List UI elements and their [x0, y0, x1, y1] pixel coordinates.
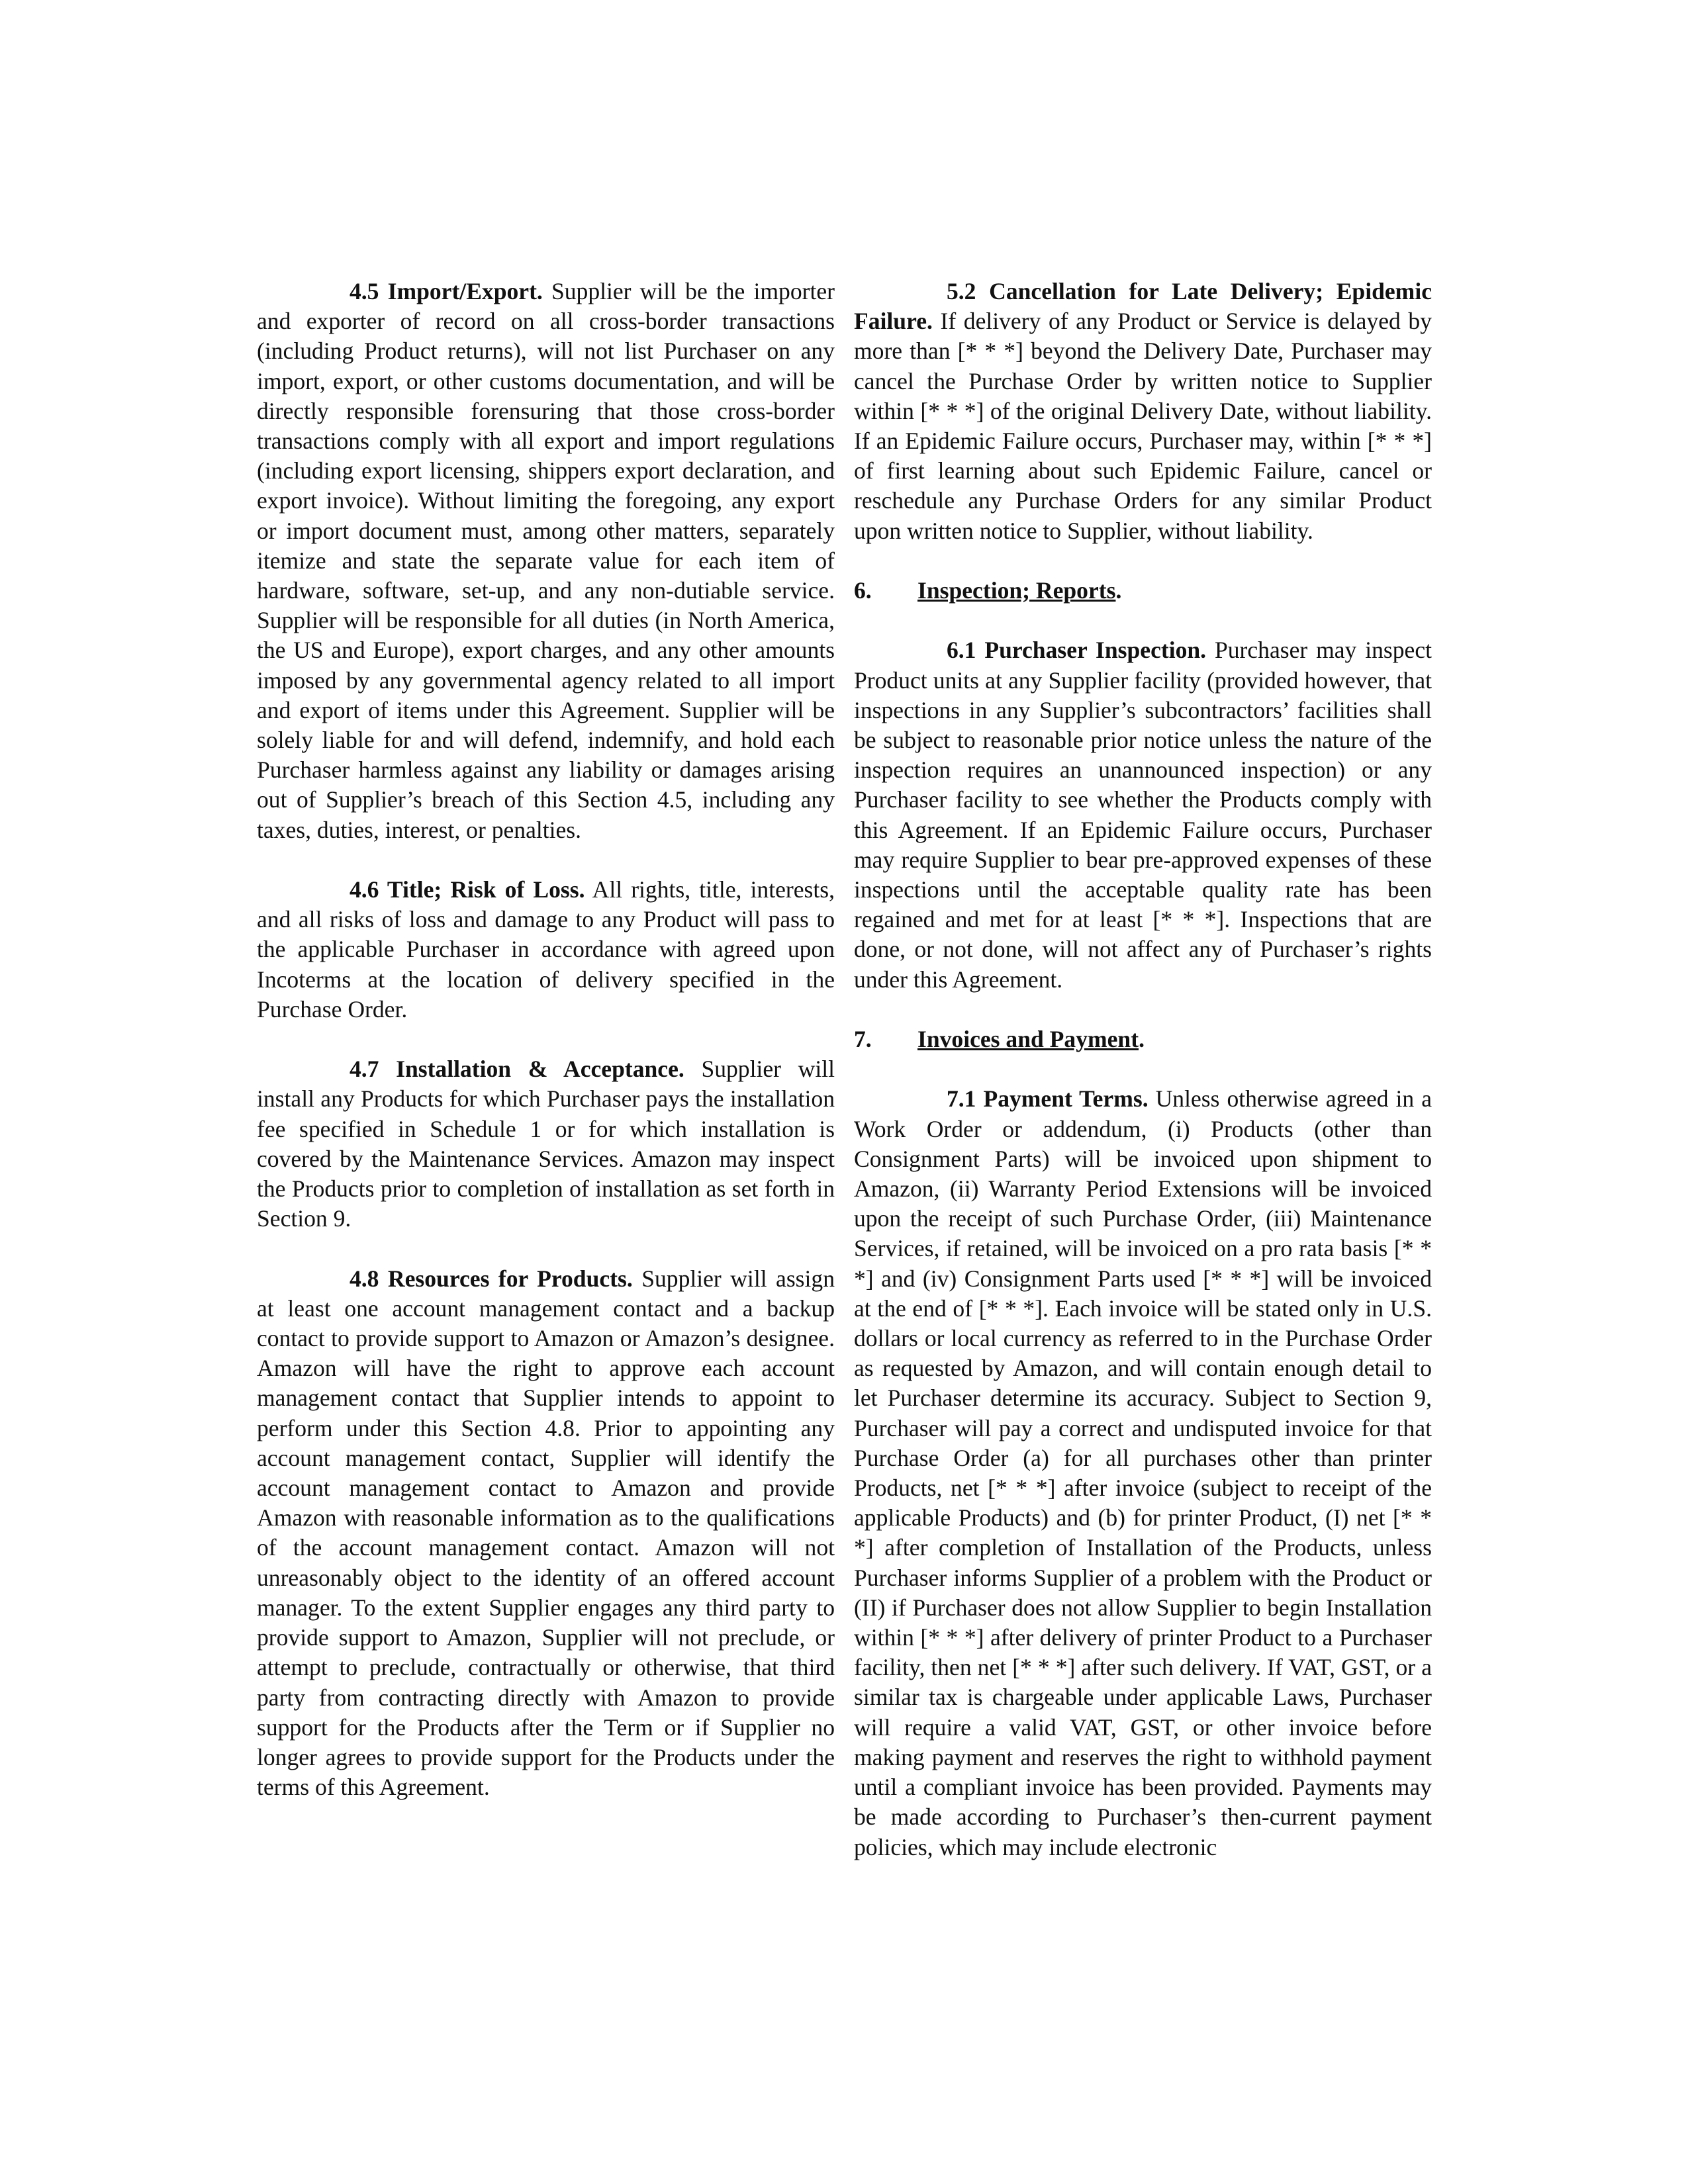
section-7-title: Invoices and Payment: [917, 1026, 1139, 1053]
section-6-1-heading: 6.1 Purchaser Inspection.: [947, 637, 1207, 664]
section-7-number: 7.: [854, 1026, 872, 1053]
section-6-number: 6.: [854, 577, 872, 604]
section-7-1-heading: 7.1 Payment Terms.: [947, 1085, 1149, 1113]
section-7-heading: [854, 1024, 1432, 1054]
left-column: [257, 277, 835, 1802]
section-5-2-heading: 5.2 Cancellation for Late Delivery; Epidemic Failure.: [854, 278, 1432, 335]
section-6-title: Inspection; Reports: [917, 577, 1116, 604]
section-4-5-paragraph: [257, 277, 835, 845]
section-4-5-heading: 4.5 Import/Export.: [350, 278, 543, 304]
section-5-2-text: If delivery of any Product or Service is delayed by more than [* * *] beyond the Delivery Date, Purchaser may cancel the Purchase Order by written notice to Supplier within [* * *] of the original Delivery Date, without liability. If an Epidemic Failure occurs, Purchaser may, within [* * *] of first learning about such Epidemic Failure, cancel or reschedule any Purchase Orders for any similar Product upon written notice to Supplier, without liability.: [854, 308, 1432, 544]
section-5-2-paragraph: [854, 277, 1432, 546]
section-4-8-heading: 4.8 Resources for Products.: [350, 1265, 633, 1292]
section-4-8-paragraph: [257, 1264, 835, 1803]
section-4-5-text: Supplier will be the importer and exporter of record on all cross-border transactions (including Product returns), will not list Purchaser on any import, export, or other customs documentation, and will be directly responsible forensuring that those cross-border transactions comply with all export and import regulations (including export licensing, shippers export declaration, and export invoice). Without limiting the foregoing, any export or import document must, among other matters, separately itemize and state the separate value for each item of hardware, software, set-up, and any non-dutiable service. Supplier will be responsible for all duties (in North America, the US and Europe), export charges, and any other amounts imposed by any governmental agency related to all import and export of items under this Agreement. Supplier will be solely liable for and will defend, indemnify, and hold each Purchaser harmless against any liability or damages arising out of Supplier’s breach of this Section 4.5, including any taxes, duties, interest, or penalties.: [257, 278, 835, 843]
section-4-7-text: Supplier will install any Products for which Purchaser pays the installation fee specified in Schedule 1 or for which installation is covered by the Maintenance Services. Amazon may inspect the Products prior to completion of installation as set forth in Section 9.: [257, 1056, 835, 1232]
right-column: [854, 277, 1432, 1862]
section-6-punct: .: [1115, 577, 1122, 604]
section-4-7-heading: 4.7 Installation & Acceptance.: [350, 1056, 684, 1083]
section-7-punct: .: [1139, 1026, 1145, 1053]
section-6-1-text: Purchaser may inspect Product units at any Supplier facility (provided however, that inspections in any Supplier’s subcontractors’ facilities shall be subject to reasonable prior notice unless the nature of the inspection requires an unannounced inspection) or any Purchaser facility to see whether the Products comply with this Agreement. If an Epidemic Failure occurs, Purchaser may require Supplier to bear pre-approved expenses of these inspections until the acceptable quality rate has been regained and met for at least [* * *]. Inspections that are done, or not done, will not affect any of Purchaser’s rights under this Agreement.: [854, 637, 1432, 993]
section-4-8-text: Supplier will assign at least one account management contact and a backup contact to provide support to Amazon or Amazon’s designee. Amazon will have the right to approve each account management contact that Supplier intends to appoint to perform under this Section 4.8. Prior to appointing any account management contact, Supplier will identify the account management contact to Amazon and provide Amazon with reasonable information as to the qualifications of the account management contact. Amazon will not unreasonably object to the identity of an offered account manager. To the extent Supplier engages any third party to provide support to Amazon, Supplier will not preclude, or attempt to preclude, contractually or otherwise, that third party from contracting directly with Amazon to provide support for the Products after the Term or if Supplier no longer agrees to provide support for the Products under the terms of this Agreement.: [257, 1265, 835, 1801]
section-6-heading: [854, 576, 1432, 606]
section-7-1-paragraph: [854, 1084, 1432, 1862]
section-6-1-paragraph: [854, 635, 1432, 994]
section-4-6-heading: 4.6 Title; Risk of Loss.: [350, 876, 585, 903]
section-4-6-paragraph: [257, 875, 835, 1024]
section-4-6-text: All rights, title, interests, and all risks of loss and damage to any Product will pass to the applicable Purchaser in accordance with agreed upon Incoterms at the location of delivery specified in the Purchase Order.: [257, 876, 835, 1023]
section-4-7-paragraph: [257, 1054, 835, 1234]
section-7-1-text: Unless otherwise agreed in a Work Order or addendum, (i) Products (other than Consignment Parts) will be invoiced upon shipment to Amazon, (ii) Warranty Period Extensions will be invoiced upon the receipt of such Purchase Order, (iii) Maintenance Services, if retained, will be invoiced on a pro rata basis [* * *] and (iv) Consignment Parts used [* * *] will be invoiced at the end of [* * *]. Each invoice will be stated only in U.S. dollars or local currency as referred to in the Purchase Order as requested by Amazon, and will contain enough detail to let Purchaser determine its accuracy. Subject to Section 9, Purchaser will pay a correct and undisputed invoice for that Purchase Order (a) for all purchases other than printer Products, net [* * *] after invoice (subject to receipt of the applicable Products) and (b) for printer Product, (I) net [* * *] after completion of Installation of the Products, unless Purchaser informs Supplier of a problem with the Product or (II) if Purchaser does not allow Supplier to begin Installation within [* * *] after delivery of printer Product to a Purchaser facility, then net [* * *] after such delivery. If VAT, GST, or a similar tax is chargeable under applicable Laws, Purchaser will require a valid VAT, GST, or other invoice before making payment and reserves the right to withhold payment until a compliant invoice has been provided. Payments may be made according to Purchaser’s then-current payment policies, which may include electronic: [854, 1085, 1432, 1860]
